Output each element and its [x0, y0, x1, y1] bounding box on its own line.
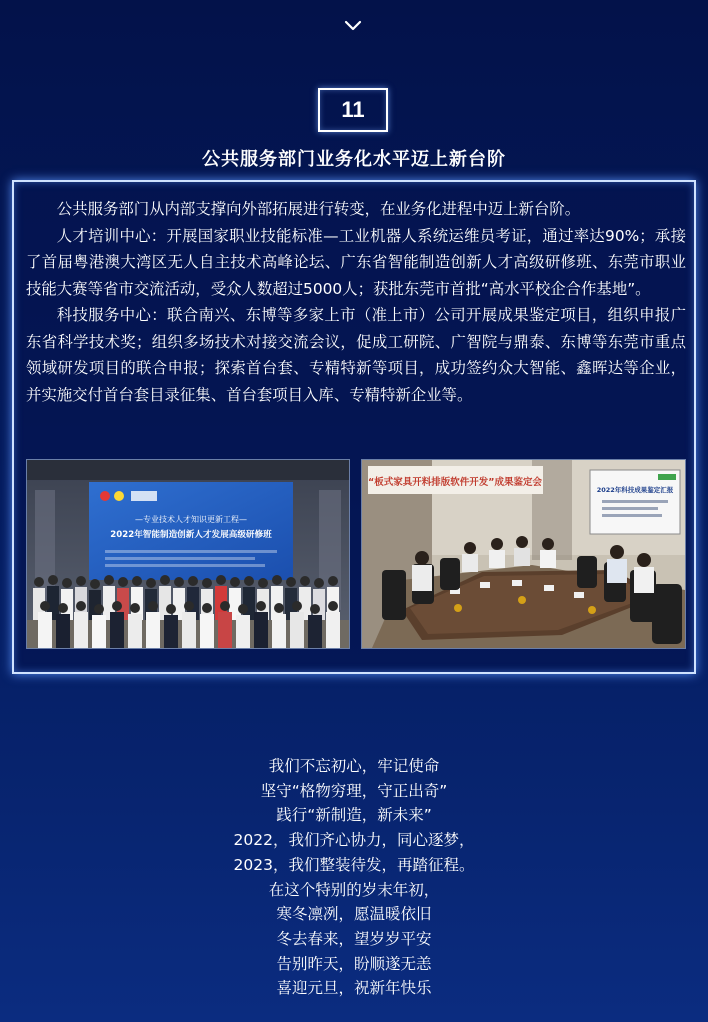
card-text: [26, 196, 686, 408]
section-title: 公共服务部门业务化水平迈上新台阶: [202, 149, 506, 170]
closing-message: [0, 754, 708, 1001]
group-photo-image: [27, 460, 349, 648]
closing-line: 冬去春来，望岁岁平安: [276, 929, 432, 948]
meeting-photo-screen-title: 2022年科技成果鉴定汇报: [596, 486, 674, 494]
group-photo-banner-line1: —专业技术人才知识更新工程—: [135, 515, 247, 524]
closing-line: 在这个特别的岁末年初，: [268, 880, 440, 899]
meeting-photo-banner: “板式家具开料排版软件开发”成果鉴定会: [368, 477, 542, 488]
closing-line: 寒冬凛冽，愿温暖依旧: [276, 905, 432, 924]
content-card: [12, 180, 696, 674]
closing-line: 喜迎元旦，祝新年快乐: [276, 979, 432, 998]
section-number-badge: [318, 88, 388, 132]
paragraph-talent-training: 人才培训中心：开展国家职业技能标准—工业机器人系统运维员考证，通过率达90%；承接了首届粤港澳大湾区无人自主技术高峰论坛、广东省智能制造创新人才高级研修班、东莞市职业技能大赛等省市交流活动，受众人数超过5000人；获批东莞市首批“高水平校企合作基地”。: [26, 226, 686, 298]
group-photo-banner-line2: 2022年智能制造创新人才发展高级研修班: [110, 530, 272, 540]
closing-line: 2022，我们齐心协力，同心逐梦，: [233, 831, 475, 850]
closing-line: 2023，我们整装待发，再踏征程。: [233, 855, 475, 874]
closing-line: 践行“新制造，新未来”: [276, 806, 432, 825]
closing-line: 告别昨天，盼顺遂无恙: [276, 954, 432, 973]
closing-line: 我们不忘初心，牢记使命: [268, 757, 440, 775]
paragraph-tech-service: 科技服务中心：联合南兴、东博等多家上市（准上市）公司开展成果鉴定项目，组织申报广东省科学技术奖；组织多场技术对接交流会议，促成工研院、广智院与鼎泰、东博等东莞市重点领域研发项目的联合申报；探索首台套、专精特新等项目，成功签约众大智能、鑫晖达等企业，并实施交付首台套目录征集、首台套项目入库、专精特新企业等。: [26, 306, 686, 404]
group-photo: [26, 459, 350, 649]
meeting-photo: [361, 459, 686, 649]
meeting-photo-image: [362, 460, 685, 648]
section-number: 11: [341, 97, 365, 122]
closing-line: 坚守“格物穷理，守正出奇”: [260, 781, 448, 800]
paragraph-intro: 公共服务部门从内部支撑向外部拓展进行转变，在业务化进程中迈上新台阶。: [56, 200, 581, 218]
chevron-down-icon[interactable]: [344, 20, 362, 32]
